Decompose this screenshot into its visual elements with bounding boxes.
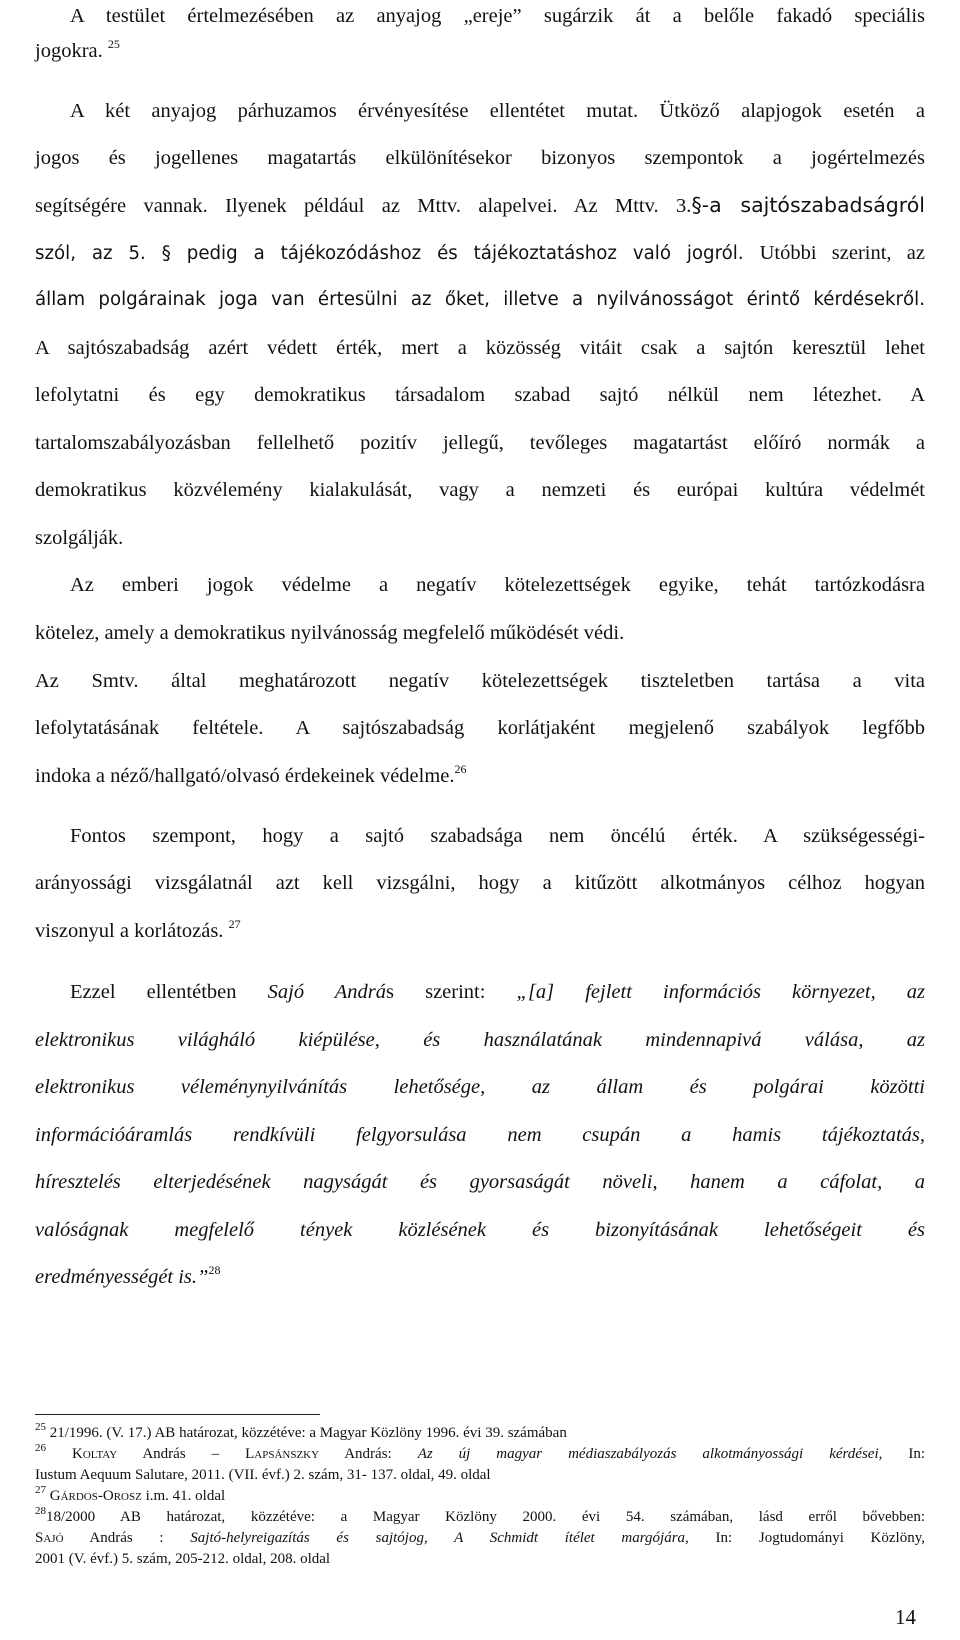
quote-line: információáramlás rendkívüli felgyorsulása nem csupán a hamis tájékoztatás, <box>35 1124 925 1146</box>
footnote-ref[interactable]: 25 <box>107 37 120 51</box>
footnote-26-cont: Iustum Aequum Salutare, 2011. (VII. évf.) 2. szám, 31- 137. oldal, 49. oldal <box>35 1467 491 1483</box>
body-line: demokratikus közvélemény kialakulását, vagy a nemzeti és európai kultúra védelmét <box>35 479 925 501</box>
body-line: jogos és jogellenes magatartás elkülönítésekor bizonyos szempontok a jogértelmezés <box>35 147 925 169</box>
footnote-27: $^{27}$ Gárdos-Orosz i.m. 41. oldal <box>35 1484 226 1504</box>
body-line: szolgálják. <box>35 527 124 549</box>
quote-line: valóságnak megfelelő tények közlésének és bizonyításának lehetőségeit és <box>35 1219 925 1241</box>
body-line: Fontos szempont, hogy a sajtó szabadsága nem öncélú érték. A szükségességi- <box>70 825 925 847</box>
body-line: kötelez, amely a demokratikus nyilvánosság megfelelő működését védi. <box>35 622 625 644</box>
body-line: szól, az 5. § pedig a tájékozódáshoz és tájékoztatáshoz való jogról. Utóbbi szerint, az <box>35 242 925 264</box>
body-line: A két anyajog párhuzamos érvényesítése ellentétet mutat. Ütköző alapjogok esetén a <box>70 100 925 122</box>
body-line: segítségére vannak. Ilyenek például az Mttv. alapelvei. Az Mttv. 3.§-a sajtószabadságról <box>35 193 926 217</box>
body-line: Ezzel ellentétben Sajó András szerint: „[a] fejlett információs környezet, az <box>70 981 926 1003</box>
footnote-28: $^{28}$18/2000 AB határozat, közzétéve: a Magyar Közlöny 2000. évi 54. számában, lásd erről bővebben: <box>35 1505 925 1525</box>
body-line: viszonyul a korlátozás. $^{27}$ <box>35 917 241 942</box>
body-line: lefolytatni és egy demokratikus társadalom szabad sajtó nélkül nem létezhet. A <box>35 384 926 406</box>
footnote-separator <box>35 1414 320 1415</box>
body-line: arányossági vizsgálatnál azt kell vizsgálni, hogy a kitűzött alkotmányos célhoz hogyan <box>35 872 925 894</box>
body-line: állam polgárainak joga van értesülni az őket, illetve a nyilvánosságot érintő kérdésekről. <box>35 289 925 310</box>
body-line: A testület értelmezésében az anyajog „ereje” sugárzik át a belőle fakadó speciális <box>70 5 925 27</box>
body-line: tartalomszabályozásban fellelhető pozitív jellegű, tevőleges magatartást előíró normák a <box>35 432 925 454</box>
quote-line: elektronikus véleménynyilvánítás lehetősége, az állam és polgárai közötti <box>35 1076 925 1098</box>
body-line: Az emberi jogok védelme a negatív kötelezettségek egyike, tehát tartózkodásra <box>70 574 925 596</box>
body-line: lefolytatásának feltétele. A sajtószabadság korlátjaként megjelenő szabályok legfőbb <box>35 717 925 739</box>
quote-line: híresztelés elterjedésének nagyságát és gyorsaságát növeli, hanem a cáfolat, a <box>35 1171 925 1193</box>
footnote-ref[interactable]: 27 <box>228 917 241 931</box>
footnote-25: $^{25}$ 21/1996. (V. 17.) AB határozat, közzétéve: a Magyar Közlöny 1996. évi 39. számában <box>35 1421 567 1441</box>
body-line: Az Smtv. által meghatározott negatív kötelezettségek tiszteletben tartása a vita <box>35 670 925 692</box>
quote-line: elektronikus világháló kiépülése, és használatának mindennapivá válása, az <box>35 1029 925 1051</box>
body-line: A sajtószabadság azért védett érték, mert a közösség vitáit csak a sajtón keresztül lehet <box>35 337 925 359</box>
footnote-28-cont: Sajó András : Sajtó-helyreigazítás és sajtójog, A Schmidt ítélet margójára, In: Jogtudományi Közlöny, <box>35 1530 925 1546</box>
footnote-ref[interactable]: 26 <box>454 762 467 776</box>
body-line: jogokra. $^{25}$ <box>35 37 120 62</box>
body-line: indoka a néző/hallgató/olvasó érdekeinek védelme.$^{26}$ <box>35 762 467 787</box>
footnote-28-cont2: 2001 (V. évf.) 5. szám, 205-212. oldal, 208. oldal <box>35 1551 331 1567</box>
page-number: 14 <box>895 1605 916 1629</box>
quote-line: eredményességét is.”$^{28}$ <box>35 1263 221 1288</box>
footnote-26: $^{26}$ Koltay András – Lapsánszky András: Az új magyar médiaszabályozás alkotmányossági kérdései, In: <box>35 1442 926 1462</box>
footnote-ref[interactable]: 28 <box>208 1263 221 1277</box>
